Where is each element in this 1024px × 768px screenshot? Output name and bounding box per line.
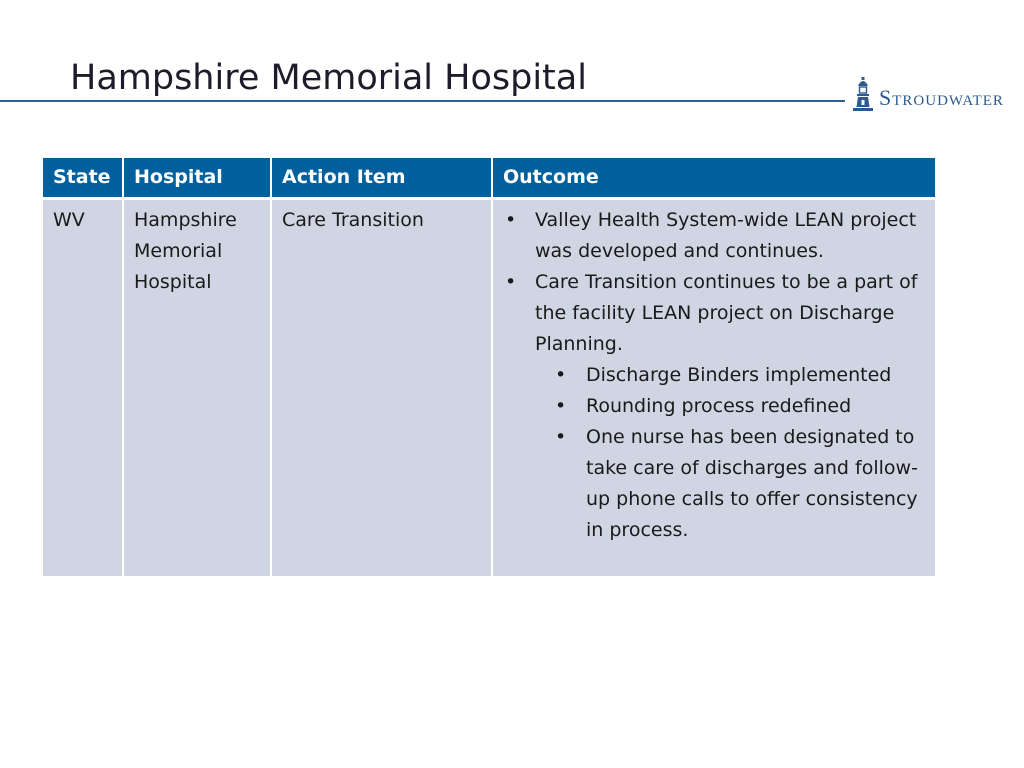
logo-wordmark: STROUDWATER — [879, 85, 1004, 110]
cell-state: WV — [43, 198, 123, 576]
outcome-item — [503, 267, 925, 546]
outcome-list — [503, 205, 925, 546]
slide-title: Hampshire Memorial Hospital — [70, 58, 587, 98]
hospital-action-table — [43, 158, 935, 576]
cell-outcome — [492, 198, 935, 576]
lighthouse-icon — [852, 77, 874, 111]
cell-hospital: Hampshire Memorial Hospital — [123, 198, 271, 576]
column-header-outcome: Outcome — [492, 158, 935, 198]
title-divider — [0, 100, 845, 102]
table-row — [43, 198, 935, 576]
column-header-action-item: Action Item — [271, 158, 492, 198]
sub-outcome-item: • Rounding process redefined — [535, 391, 925, 422]
outcome-sub-list — [535, 360, 925, 546]
cell-action-item: Care Transition — [271, 198, 492, 576]
outcome-item-text: Care Transition continues to be a part of the facility LEAN project on Discharge Planning. — [535, 270, 918, 355]
sub-outcome-item: • One nurse has been designated to take care of discharges and follow-up phone calls to offer consistency in process. — [535, 422, 925, 546]
sub-outcome-item: • Discharge Binders implemented — [535, 360, 925, 391]
stroudwater-logo — [852, 77, 1017, 111]
column-header-state: State — [43, 158, 123, 198]
outcome-item: • Valley Health System-wide LEAN project was developed and continues. — [503, 205, 925, 267]
table-header-row — [43, 158, 935, 198]
column-header-hospital: Hospital — [123, 158, 271, 198]
